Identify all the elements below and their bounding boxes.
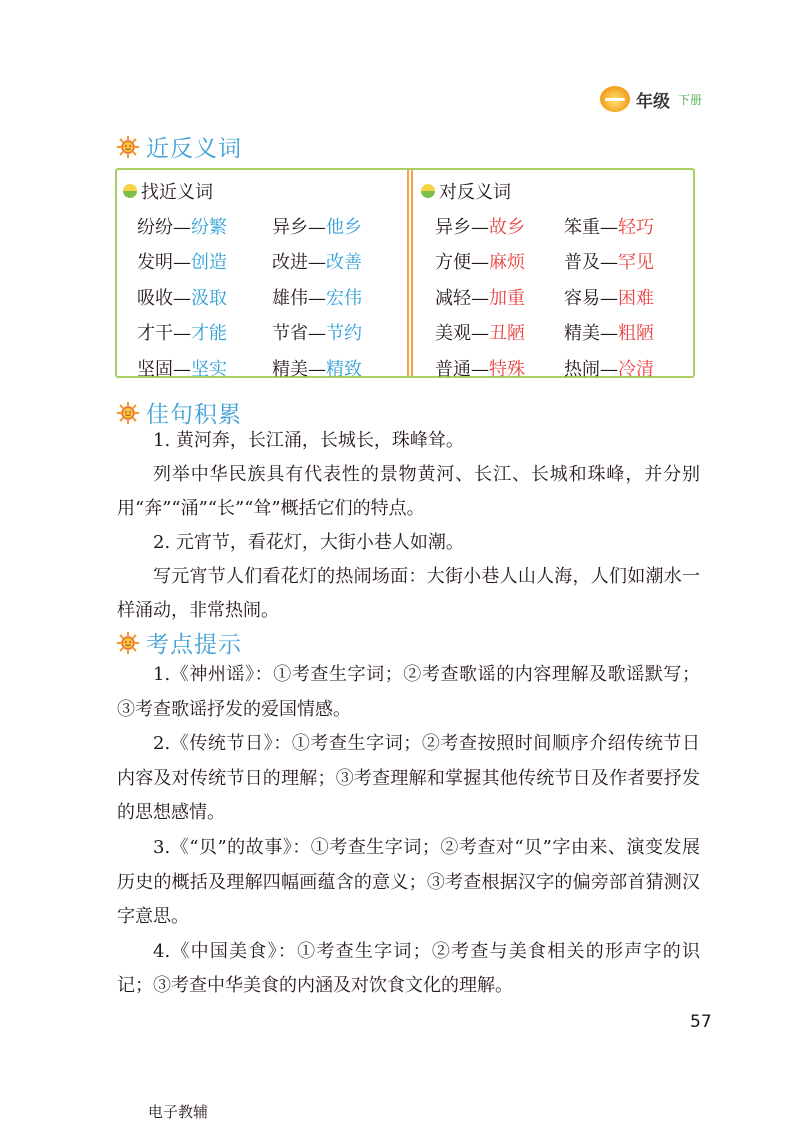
word-source: 节省— (272, 323, 326, 345)
word-pair (564, 248, 693, 274)
sentence-2: 2. 元宵节，看花灯，大街小巷人如潮。 (153, 532, 464, 553)
tip-1: 1.《神州谣》：①考查生字词；②考查歌谣的内容理解及歌谣默写；③考查歌谣抒发的爱国情感。 (117, 664, 700, 720)
synonym-heading-text: 找近义词 (141, 182, 213, 203)
antonym-pairs (435, 208, 693, 386)
bullet-dot-icon (123, 184, 137, 198)
word-match: 特殊 (489, 358, 525, 380)
word-pair-row (137, 279, 407, 315)
synonym-pairs (137, 208, 407, 386)
word-pair-row (137, 315, 407, 351)
word-pair (564, 319, 693, 345)
tip-2: 2.《传统节日》：①考查生字词；②考查按照时间顺序介绍传统节日内容及对传统节日的理解；③考查理解和掌握其他传统节日及作者要抒发的思想感情。 (117, 733, 700, 824)
word-pair (137, 248, 272, 274)
word-pair (564, 284, 693, 310)
word-source: 笨重— (564, 216, 618, 238)
word-match: 粗陋 (618, 323, 654, 345)
word-pair (137, 213, 272, 239)
word-source: 减轻— (435, 287, 489, 309)
word-pair-row (435, 208, 693, 244)
sentences-block (117, 424, 700, 628)
tips-block (117, 658, 700, 1004)
sun-icon (116, 401, 140, 425)
word-pair (435, 248, 564, 274)
word-pair-row (137, 208, 407, 244)
sentence-2-explanation: 写元宵节人们看花灯的热闹场面：大街小巷人山人海，人们如潮水一样涌动，非常热闹。 (117, 566, 700, 621)
antonym-heading-text: 对反义词 (439, 182, 511, 203)
word-match: 故乡 (489, 216, 525, 238)
word-source: 容易— (564, 287, 618, 309)
word-match: 改善 (326, 252, 362, 274)
word-source: 雄伟— (272, 287, 326, 309)
word-source: 普及— (564, 252, 618, 274)
grade-badge-icon (600, 86, 630, 112)
word-pair (435, 284, 564, 310)
word-source: 异乡— (435, 216, 489, 238)
sun-icon (116, 135, 140, 159)
sun-icon (116, 631, 140, 655)
word-source: 普通— (435, 358, 489, 380)
section-title-synonyms (116, 130, 242, 163)
word-source: 异乡— (272, 216, 326, 238)
section-title-tips (116, 626, 242, 659)
word-pair (272, 355, 407, 381)
grade-header (600, 86, 702, 112)
word-source: 精美— (564, 323, 618, 345)
section-title-text: 考点提示 (146, 632, 242, 658)
volume-label: 下册 (677, 92, 702, 107)
word-match: 才能 (191, 323, 227, 345)
word-match: 轻巧 (618, 216, 654, 238)
word-pair (435, 319, 564, 345)
word-pair (137, 355, 272, 381)
page-number: 57 (690, 1012, 712, 1032)
word-source: 纷纷— (137, 216, 191, 238)
word-source: 改进— (272, 252, 326, 274)
word-match: 加重 (489, 287, 525, 309)
section-title-text: 近反义词 (146, 136, 242, 162)
antonym-column (415, 170, 693, 380)
synonym-heading (123, 178, 213, 204)
synonym-column (117, 170, 407, 380)
word-pair (272, 284, 407, 310)
word-pair (137, 319, 272, 345)
word-source: 才干— (137, 323, 191, 345)
word-pair (435, 213, 564, 239)
sentence-1: 1. 黄河奔，长江涌，长城长，珠峰耸。 (153, 430, 464, 451)
word-match: 创造 (191, 252, 227, 274)
word-pair (272, 213, 407, 239)
word-pair (272, 248, 407, 274)
word-pair-row (137, 350, 407, 386)
tip-3: 3.《“贝”的故事》：①考查生字词；②考查对“贝”字由来、演变发展历史的概括及理解四幅画蕴含的意义；③考查根据汉字的偏旁部首猜测汉字意思。 (117, 836, 700, 928)
word-match: 汲取 (191, 287, 227, 309)
tip-4: 4.《中国美食》：①考查生字词；②考查与美食相关的形声字的识记；③考查中华美食的内涵及对饮食文化的理解。 (117, 940, 700, 997)
word-match: 节约 (326, 323, 362, 345)
word-pair-row (435, 315, 693, 351)
word-match: 纷繁 (191, 216, 227, 238)
word-match: 精致 (326, 358, 362, 380)
word-pair (272, 319, 407, 345)
word-pair-row (435, 244, 693, 280)
word-source: 吸收— (137, 287, 191, 309)
word-source: 热闹— (564, 358, 618, 380)
word-match: 冷清 (618, 358, 654, 380)
sentence-1-explanation: 列举中华民族具有代表性的景物黄河、长江、长城和珠峰，并分别用“奔”“涌”“长”“耸”概括它们的特点。 (117, 464, 700, 519)
word-pair-row (137, 244, 407, 280)
word-source: 发明— (137, 252, 191, 274)
word-pair-row (435, 279, 693, 315)
word-source: 精美— (272, 358, 326, 380)
word-match: 宏伟 (326, 287, 362, 309)
word-pair (137, 284, 272, 310)
word-match: 他乡 (326, 216, 362, 238)
footer-label: 电子教辅 (148, 1103, 209, 1121)
word-pair-row (435, 350, 693, 386)
word-match: 罕见 (618, 252, 654, 274)
antonym-heading (421, 178, 511, 204)
word-match: 坚实 (191, 358, 227, 380)
synonym-antonym-box (115, 168, 695, 378)
word-source: 坚固— (137, 358, 191, 380)
bullet-dot-icon (421, 184, 435, 198)
word-match: 困难 (618, 287, 654, 309)
word-source: 方便— (435, 252, 489, 274)
grade-label: 年级 (635, 91, 670, 112)
word-match: 丑陋 (489, 323, 525, 345)
word-pair (564, 355, 693, 381)
word-match: 麻烦 (489, 252, 525, 274)
section-title-text: 佳句积累 (146, 402, 242, 428)
word-pair (564, 213, 693, 239)
word-pair (435, 355, 564, 381)
column-divider (407, 170, 413, 376)
word-source: 美观— (435, 323, 489, 345)
